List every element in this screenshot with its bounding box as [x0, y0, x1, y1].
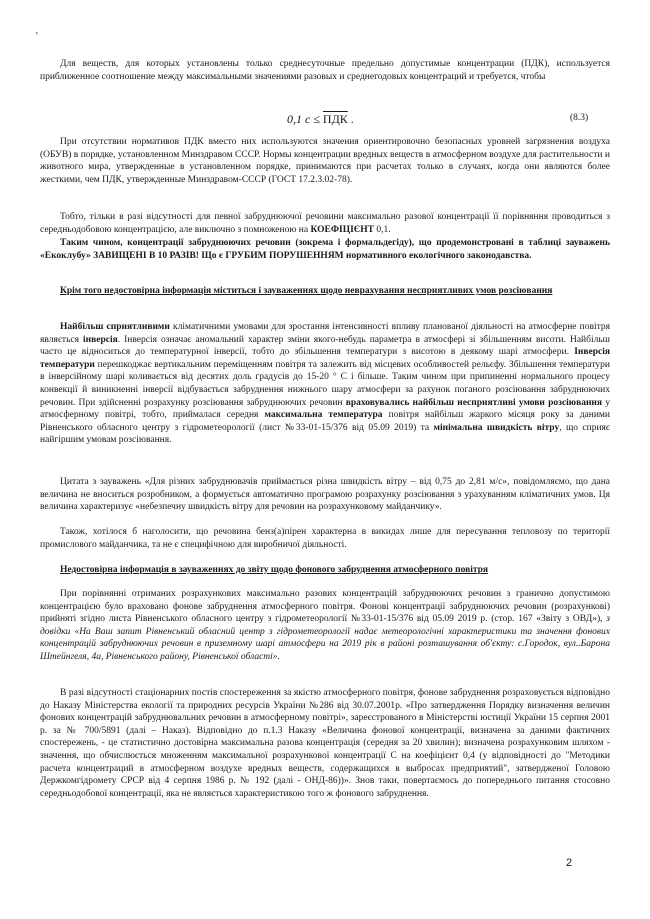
paragraph-benzapyrene: Також, хотілося б наголосити, що речовина бенз(а)пірен характерна в викидах лише для пересування тепловозу по території промислового майданчика, та не є специфічною для виробничої діяльності. — [40, 527, 610, 550]
section-heading-dispersion: Крім того недостовірна інформація міститься і зауваженнях щодо неврахування несприятливих умов розсіювання — [60, 286, 553, 296]
paragraph-obuv: При отсутствии нормативов ПДК вместо них используются значения ориентировочно безопасных уровней загрязнения воздуха (ОБУВ) в порядке, установленном Минздравом СССР. Нормы концентрации вредных веществ в атмосферном воздухе для растительности и животного мира, утвержденные в установленном порядке, принимаются при расчетах только в случаях, когда они являются более жесткими, чем ПДК, утвержденные Минздравом-СССР (ГОСТ 17.2.3.02-78). — [40, 137, 610, 185]
formula-expression: 0,1 c ≤ ПДК . — [287, 112, 354, 126]
paragraph-coefficient: Тобто, тільки в разі відсутності для певної забруднюючої речовини максимально разової концентрації її порівняння проводиться з середньодобовою концентрацією, але виключно з помноженою на КОЕФІЦІЄНТ 0,1. — [40, 212, 610, 235]
paragraph-inversion: Найбільш сприятливими кліматичними умовами для зростання інтенсивності впливу планованої діяльності на атмосферне повітря являється інверсія. Інверсія означає аномальний характер зміни якого-небудь параметра в атмосфері зі збільшенням висоти. Найбільш часто це відноситься до температурної інверсії, тобто до збільшення температури з висотою в деякому шарі атмосфери. Інверсія температури перешкоджає вертикальним переміщенням повітря та залежить від місцевих особливостей рельєфу. Збільшення температури в інверсійному шарі коливається від десятих доль градусів до 15-20 ° С і більше. Таким чином при припиненні нормального процесу конвекції й виникненні інверсії відбувається забруднення нижнього шару атмосфери за рахунок поганого розсіювання забруднюючих речовин. При здійсненні розрахунку розсіювання забруднюючих речовин враховувались найбільш несприятливі умови розсіювання у атмосферному повітрі, тобто, приймалася середня максимальна температура повітря найбільш жаркого місяця року за даними Рівненського обласного центру з гідрометеорології (лист №33-01-15/376 від 05.09 2019) та мінімальна швидкість вітру, що сприяє найгіршим умовам розсіювання. — [40, 322, 611, 446]
paragraph-wind-speed: Цитата з зауважень «Для різних забруднювачів приймається різна швидкість вітру – від 0,75 до 2,81 м/с», повідомляємо, що дана величина не вноситься розробником, а формується автоматично програмою розрахунку розсіювання з урахуванням кліматичних умов. Ця величина характеризує «небезпечну швидкість вітру для речовин на розрахунковому майданчику». — [40, 477, 610, 513]
formula-8-3 — [0, 112, 650, 126]
corner-mark: ' — [36, 31, 38, 42]
formula-number: (8.3) — [570, 113, 589, 123]
page-number: 2 — [566, 857, 573, 869]
paragraph-conclusion: Таким чином, концентрації забруднюючих речовин (зокрема і формальдегіду), що продемонстровані в таблиці зауважень «Екоклубу» ЗАВИЩЕНІ В 10 РАЗІВ! Що є ГРУБИМ ПОРУШЕННЯМ нормативного екологічного законодавства. — [40, 238, 610, 261]
section-heading-background: Недостовірна інформація в зауваженнях до звіту щодо фонового забруднення атмосферного повітря — [60, 565, 489, 575]
paragraph-pdk-intro: Для веществ, для которых установлены только среднесуточные предельно допустимые концентрации (ПДК), используется приближенное соотношение между максимальными значениями разовых и среднегодовых концентраций и требуется, чтобы — [40, 59, 610, 82]
paragraph-background-calculation: В разі відсутності стаціонарних постів спостереження за якістю атмосферного повітря, фонове забруднення розраховується відповідно до Наказу Міністерства екології та природних ресурсів України №286 від 30.07.2001р. «Про затвердження Порядку визначення величин фонових концентрацій забруднювальних речовин в атмосферному повітрі», зареєстрованого в Міністерстві юстиції України 15 серпня 2001 р. за № 700/5891 (далі – Наказ). Відповідно до п.1.3 Наказу «Величина фонової концентрації, визначена за даними фактичних спостережень, - це статистично достовірна максимальна разова концентрація (середня за 20 хвилин); визначена розрахунковим шляхом - значення, що обчислюється множенням максимальної розрахункової концентрації С на коефіцієнт 0,4 (у відповідності до "Методики расчета концентраций в атмосферном воздухе вредных веществ, содержащихся в выбросах предприятий", затвердженої Головою Держкомгідромету СРСР від 4 серпня 1986 р. № 192 (далі - ОНД-86))». Знов таки, повертаємось до попереднього питання стосовно середньодобової концентрації, яка не являється характеристикою того ж фонового забруднення. — [40, 688, 610, 799]
paragraph-background-comparison: При порівнянні отриманих розрахункових максимально разових концентрацій забруднюючих речовин з гранично допустимою концентрацією було враховано фонове забруднення атмосферного повітря. Фонові концентрації забруднюючих речовин (розрахункові) прийняті згідно листа Рівненського обласного центру з гідрометеорології №33-01-15/376 від 05.09 2019 р. (стор. 167 «Звіту з ОВД»), з довідки «На Ваш запит Рівненський обласний центр з гідрометеорології надає метеорологічні характеристики та значення фонових концентрацій забруднюючих речовин в приземному шарі атмосфери на 2019 рік в районі розташування об'єкту: с.Городок, вул..Барона Штейнгеля, 4а, Рівненського району, Рівненської області». — [40, 589, 610, 662]
